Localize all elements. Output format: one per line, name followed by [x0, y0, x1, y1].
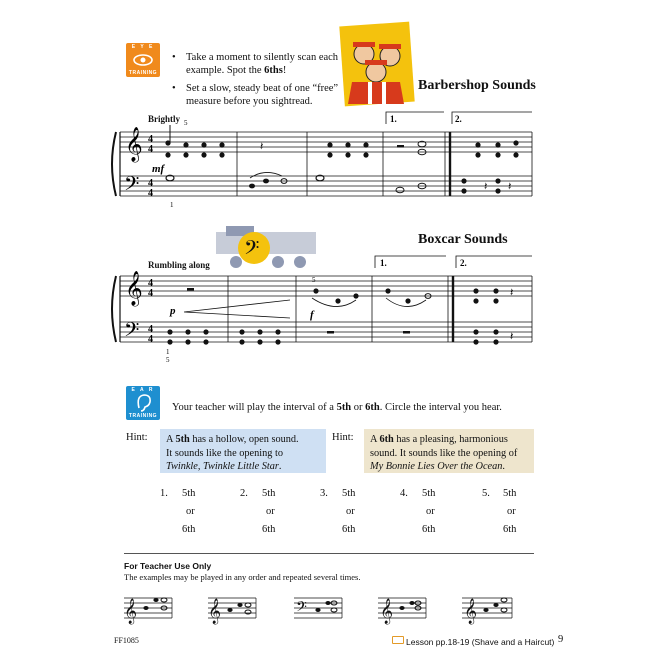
svg-text:4: 4	[148, 334, 153, 345]
piece1-title: Barbershop Sounds	[418, 78, 536, 93]
svg-text:𝄽: 𝄽	[510, 286, 514, 299]
answer-3-options[interactable]: 5th or 6th	[342, 488, 356, 535]
bullet-1: • Take a moment to silently scan each example. Spot the 6ths!	[172, 52, 352, 77]
catalog-code: FF1085	[114, 636, 139, 645]
svg-text:4: 4	[148, 278, 153, 289]
svg-text:𝄽: 𝄽	[260, 140, 264, 153]
lesson-reference: Lesson pp.18-19 (Shave and a Haircut)	[392, 636, 554, 647]
piece2-finger-bottom-2: 5	[166, 356, 170, 364]
svg-text:𝄢: 𝄢	[244, 236, 260, 264]
piece1-tempo: Brightly	[148, 114, 181, 124]
svg-text:𝄞: 𝄞	[125, 127, 143, 162]
eye-training-badge: E Y E TRAINING	[126, 43, 160, 77]
ear-instruction: Your teacher will play the interval of a 5th or 6th. Circle the interval you hear.	[172, 402, 502, 413]
svg-text:𝄞: 𝄞	[208, 599, 222, 624]
answer-3: 3.	[320, 488, 328, 499]
svg-text:4: 4	[148, 288, 153, 299]
answer-4-options[interactable]: 5th or 6th	[422, 488, 436, 535]
hint2-label: Hint:	[332, 432, 354, 443]
answer-5: 5.	[482, 488, 490, 499]
answer-1: 1.	[160, 488, 168, 499]
svg-text:4: 4	[148, 178, 153, 189]
piece2-ending-1: 1.	[380, 258, 387, 268]
svg-text:𝄞: 𝄞	[125, 271, 143, 306]
svg-text:𝄽: 𝄽	[510, 330, 514, 343]
svg-text:𝄽: 𝄽	[484, 180, 488, 193]
piece2-finger-top: 5	[312, 276, 316, 284]
svg-text:𝄞: 𝄞	[464, 599, 478, 624]
answer-2: 2.	[240, 488, 248, 499]
answer-5-options[interactable]: 5th or 6th	[503, 488, 517, 535]
hint1-label: Hint:	[126, 432, 148, 443]
svg-text:𝄢: 𝄢	[296, 599, 307, 619]
piece1-finger-bottom: 1	[170, 201, 174, 209]
piece1-dynamic: mf	[152, 163, 165, 175]
book-icon	[392, 636, 404, 644]
teacher-heading: For Teacher Use Only	[124, 561, 212, 571]
svg-text:4: 4	[148, 134, 153, 145]
ear-training-badge: E A R TRAINING	[126, 386, 160, 420]
hint1-box: A 5th has a hollow, open sound. It sounds like the opening to Twinkle, Twinkle Little Star.	[160, 429, 326, 473]
piece2-dynamic-p: p	[170, 305, 176, 317]
piece2-ending-2: 2.	[460, 258, 467, 268]
piece2-tempo: Rumbling along	[148, 260, 210, 270]
svg-text:𝄽: 𝄽	[508, 180, 512, 193]
answer-1-options[interactable]: 5th or 6th	[182, 488, 196, 535]
page-number: 9	[558, 634, 564, 645]
piece1-ending-1: 1.	[390, 114, 397, 124]
piece1-finger-top: 5	[184, 119, 188, 127]
teacher-subtext: The examples may be played in any order and repeated several times.	[124, 572, 361, 582]
piece2-title: Boxcar Sounds	[418, 232, 508, 247]
svg-text:𝄢: 𝄢	[124, 172, 140, 200]
svg-text:4: 4	[148, 144, 153, 155]
answer-2-options[interactable]: 5th or 6th	[262, 488, 276, 535]
svg-text:𝄢: 𝄢	[124, 318, 140, 346]
svg-text:4: 4	[148, 324, 153, 335]
svg-text:4: 4	[148, 188, 153, 199]
piece1-ending-2: 2.	[455, 114, 462, 124]
piece2-finger-bottom: 1	[166, 348, 170, 356]
hint2-box: A 6th has a pleasing, harmonious sound. It sounds like the opening of My Bonnie Lies Over the Ocean.	[364, 429, 534, 473]
svg-text:𝄞: 𝄞	[124, 599, 138, 624]
piece2-dynamic-f: f	[310, 309, 314, 321]
bullet-2: • Set a slow, steady beat of one “free” measure before you sightread.	[172, 83, 352, 108]
answer-4: 4.	[400, 488, 408, 499]
svg-text:𝄞: 𝄞	[380, 599, 394, 624]
